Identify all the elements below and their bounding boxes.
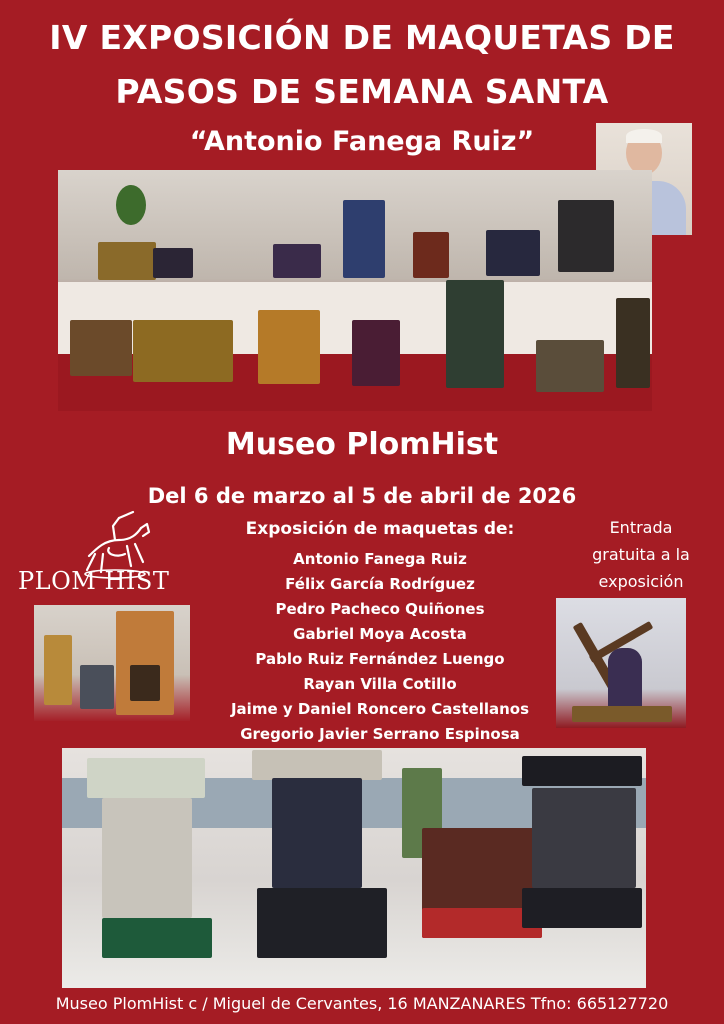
exhibition-dates: Del 6 de marzo al 5 de abril de 2026 <box>147 484 577 508</box>
plomhist-logo-text: PLOM HIST <box>18 567 170 595</box>
honoree-name: “Antonio Fanega Ruiz” <box>189 126 535 157</box>
exhibitor-name: Gregorio Javier Serrano Espinosa <box>240 725 520 743</box>
exhibitor-name: Gabriel Moya Acosta <box>293 625 467 643</box>
exhibition-photo-left <box>34 605 190 721</box>
free-entry-line: Entrada <box>609 518 673 537</box>
title-line-1: IV EXPOSICIÓN DE MAQUETAS DE <box>49 18 675 57</box>
exhibitor-name: Jaime y Daniel Roncero Castellanos <box>230 700 530 718</box>
footer-address: Museo PlomHist c / Miguel de Cervantes, 16 MANZANARES Tfno: 665127720 <box>55 994 669 1013</box>
museum-name: Museo PlomHist <box>225 427 499 462</box>
exhibition-photo-right <box>556 598 686 728</box>
exhibitor-list <box>200 547 560 747</box>
exhibition-photo-bottom <box>62 748 646 988</box>
free-entry-line: gratuita a la <box>592 545 690 564</box>
free-entry-note <box>566 514 716 595</box>
exhibitor-name: Félix García Rodríguez <box>285 575 475 593</box>
exhibition-photo-main <box>58 170 652 411</box>
exhibitor-name: Pablo Ruiz Fernández Luengo <box>255 650 505 668</box>
title-line-2: PASOS DE SEMANA SANTA <box>115 72 609 111</box>
exhibitor-name: Pedro Pacheco Quiñones <box>275 600 485 618</box>
exhibitor-name: Antonio Fanega Ruiz <box>293 550 467 568</box>
free-entry-line: exposición <box>598 572 684 591</box>
exhibitor-name: Rayan Villa Cotillo <box>303 675 457 693</box>
exhibitors-heading: Exposición de maquetas de: <box>245 519 515 539</box>
